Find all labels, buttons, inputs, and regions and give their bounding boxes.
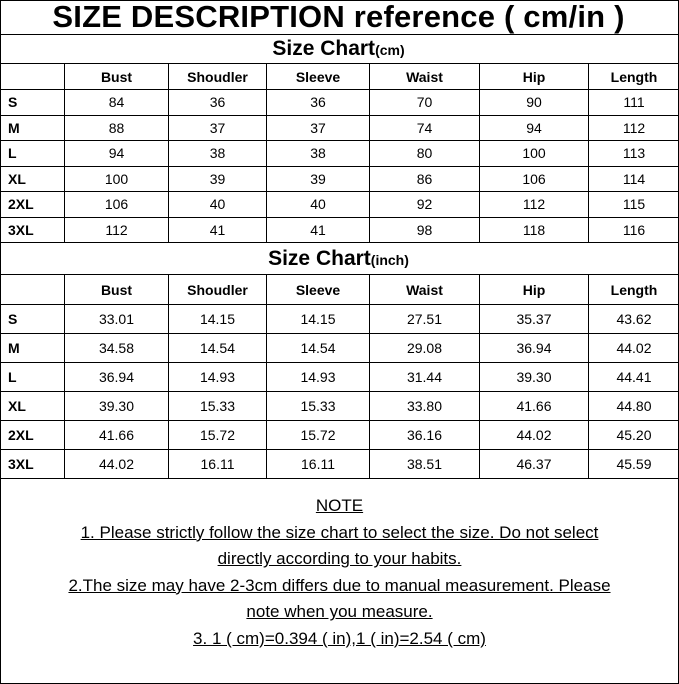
table-row (1, 90, 679, 116)
table-cell: 41 (169, 217, 267, 243)
table-cell: 14.15 (267, 305, 370, 334)
cm-chart-title-text: Size Chart (272, 37, 376, 60)
table-cell: 36.94 (480, 334, 589, 363)
table-cell: 45.59 (589, 450, 679, 479)
size-label: M (1, 334, 65, 363)
table-cell: 114 (589, 166, 679, 192)
table-cell: 44.41 (589, 363, 679, 392)
size-label: M (1, 115, 65, 141)
table-cell: 111 (589, 90, 679, 116)
column-header: Sleeve (267, 275, 370, 305)
inch-header-row (1, 275, 679, 305)
table-cell: 41.66 (480, 392, 589, 421)
table-cell: 16.11 (267, 450, 370, 479)
table-row (1, 334, 679, 363)
table-cell: 31.44 (370, 363, 480, 392)
table-cell: 46.37 (480, 450, 589, 479)
table-cell: 88 (65, 115, 169, 141)
table-cell: 14.93 (267, 363, 370, 392)
inch-chart-unit: (inch) (370, 252, 409, 268)
column-header: Bust (65, 275, 169, 305)
cm-chart-unit: (cm) (375, 42, 405, 58)
table-cell: 40 (267, 192, 370, 218)
table-cell: 38.51 (370, 450, 480, 479)
table-row (1, 421, 679, 450)
size-label: 2XL (1, 421, 65, 450)
table-cell: 29.08 (370, 334, 480, 363)
table-cell: 43.62 (589, 305, 679, 334)
table-cell: 33.01 (65, 305, 169, 334)
size-label: 3XL (1, 217, 65, 243)
table-row (1, 392, 679, 421)
inch-size-table (0, 274, 679, 479)
table-cell: 38 (169, 141, 267, 167)
table-row (1, 217, 679, 243)
table-cell: 94 (65, 141, 169, 167)
table-row (1, 363, 679, 392)
size-label: L (1, 141, 65, 167)
table-cell: 112 (480, 192, 589, 218)
table-cell: 37 (267, 115, 370, 141)
table-cell: 112 (65, 217, 169, 243)
column-header: Hip (480, 275, 589, 305)
column-header: Shoudler (169, 64, 267, 90)
table-row (1, 192, 679, 218)
table-cell: 118 (480, 217, 589, 243)
table-cell: 100 (65, 166, 169, 192)
table-cell: 116 (589, 217, 679, 243)
cm-chart-title (0, 35, 677, 63)
table-cell: 33.80 (370, 392, 480, 421)
table-cell: 39 (267, 166, 370, 192)
table-cell: 35.37 (480, 305, 589, 334)
table-cell: 98 (370, 217, 480, 243)
column-header: Length (589, 275, 679, 305)
table-row (1, 450, 679, 479)
header-corner-cell (1, 275, 65, 305)
table-cell: 15.33 (267, 392, 370, 421)
table-cell: 74 (370, 115, 480, 141)
table-cell: 106 (65, 192, 169, 218)
table-cell: 80 (370, 141, 480, 167)
table-cell: 44.02 (65, 450, 169, 479)
note-heading: NOTE (315, 496, 364, 515)
table-cell: 15.72 (267, 421, 370, 450)
table-row (1, 141, 679, 167)
table-cell: 36 (169, 90, 267, 116)
note-line: 3. 1 ( cm)=0.394 ( in),1 ( in)=2.54 ( cm) (193, 628, 486, 648)
column-header: Bust (65, 64, 169, 90)
table-cell: 44.02 (480, 421, 589, 450)
table-cell: 86 (370, 166, 480, 192)
header-corner-cell (1, 64, 65, 90)
table-cell: 14.15 (169, 305, 267, 334)
note-line: 1. Please strictly follow the size chart to select the size. Do not select (80, 522, 599, 542)
table-row (1, 166, 679, 192)
table-cell: 15.33 (169, 392, 267, 421)
table-cell: 115 (589, 192, 679, 218)
column-header: Shoudler (169, 275, 267, 305)
table-cell: 106 (480, 166, 589, 192)
column-header: Waist (370, 64, 480, 90)
note-line: 2.The size may have 2-3cm differs due to manual measurement. Please (68, 575, 611, 595)
note-section (0, 493, 679, 653)
table-cell: 41 (267, 217, 370, 243)
size-label: XL (1, 392, 65, 421)
table-cell: 90 (480, 90, 589, 116)
cm-header-row (1, 64, 679, 90)
table-cell: 36.94 (65, 363, 169, 392)
size-label: L (1, 363, 65, 392)
table-cell: 39.30 (65, 392, 169, 421)
table-cell: 27.51 (370, 305, 480, 334)
table-cell: 14.54 (169, 334, 267, 363)
table-cell: 94 (480, 115, 589, 141)
table-cell: 16.11 (169, 450, 267, 479)
table-cell: 84 (65, 90, 169, 116)
table-row (1, 115, 679, 141)
cm-size-table (0, 63, 679, 243)
table-cell: 112 (589, 115, 679, 141)
column-header: Waist (370, 275, 480, 305)
table-cell: 100 (480, 141, 589, 167)
table-cell: 14.54 (267, 334, 370, 363)
table-cell: 34.58 (65, 334, 169, 363)
table-cell: 41.66 (65, 421, 169, 450)
table-cell: 92 (370, 192, 480, 218)
size-label: S (1, 90, 65, 116)
column-header: Hip (480, 64, 589, 90)
table-cell: 37 (169, 115, 267, 141)
size-label: 3XL (1, 450, 65, 479)
note-line: note when you measure. (246, 602, 433, 622)
table-cell: 36.16 (370, 421, 480, 450)
table-cell: 40 (169, 192, 267, 218)
table-cell: 113 (589, 141, 679, 167)
table-cell: 39.30 (480, 363, 589, 392)
table-cell: 70 (370, 90, 480, 116)
table-row (1, 305, 679, 334)
table-cell: 39 (169, 166, 267, 192)
table-cell: 44.02 (589, 334, 679, 363)
size-label: XL (1, 166, 65, 192)
table-cell: 44.80 (589, 392, 679, 421)
table-cell: 45.20 (589, 421, 679, 450)
table-cell: 36 (267, 90, 370, 116)
size-label: 2XL (1, 192, 65, 218)
table-cell: 14.93 (169, 363, 267, 392)
inch-chart-title (0, 244, 677, 274)
size-label: S (1, 305, 65, 334)
column-header: Length (589, 64, 679, 90)
table-cell: 15.72 (169, 421, 267, 450)
table-cell: 38 (267, 141, 370, 167)
note-line: directly according to your habits. (217, 549, 462, 569)
inch-chart-title-text: Size Chart (268, 247, 371, 270)
page-title: SIZE DESCRIPTION reference ( cm/in ) (52, 0, 625, 34)
column-header: Sleeve (267, 64, 370, 90)
